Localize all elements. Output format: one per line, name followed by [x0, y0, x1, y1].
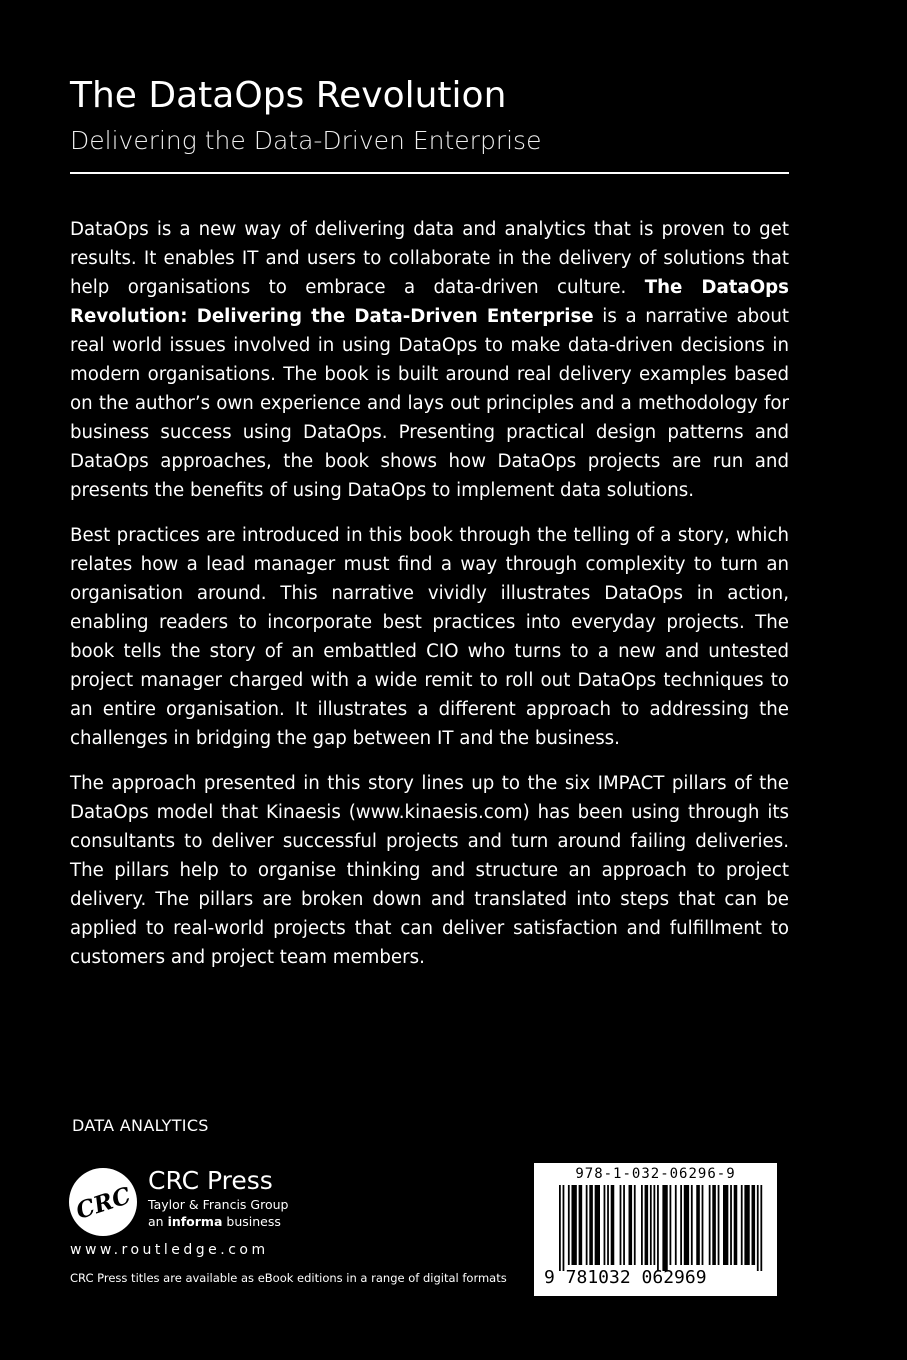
book-subtitle: Delivering the Data-Driven Enterprise [70, 126, 542, 155]
subject-category: DATA ANALYTICS [72, 1116, 209, 1135]
title-divider [70, 172, 789, 174]
informa-an: an [148, 1214, 168, 1229]
barcode-bars-icon [559, 1185, 764, 1271]
informa-business: business [222, 1214, 281, 1229]
publisher-website: www.routledge.com [70, 1242, 269, 1258]
publisher-name: CRC Press [148, 1166, 273, 1195]
blurb-paragraph-1 [70, 215, 789, 505]
isbn-barcode [534, 1163, 777, 1296]
blurb-p1-book-title: The DataOps Revolution: Delivering the Data-Driven Enterprise [70, 277, 789, 327]
blurb-p1-text-b: is a narrative about real world issues involved in using DataOps to make data-driven decisions in modern organisations. The book is built around real delivery examples based on the author’s own experience and lays out principles and a methodology for business success using DataOps. Presenting practical design patterns and DataOps approaches, the book shows how DataOps projects are run and presents the benefits of using DataOps to implement data solutions. [70, 306, 789, 501]
ebook-note: CRC Press titles are available as eBook editions in a range of digital formats [70, 1271, 507, 1285]
book-title: The DataOps Revolution [70, 75, 507, 116]
isbn-number: 978-1-032-06296-9 [575, 1166, 736, 1182]
publisher-block [148, 1166, 288, 1230]
blurb-p1-text-a: DataOps is a new way of delivering data and analytics that is proven to get results. It enables IT and users to collaborate in the delivery of solutions that help organisations to embrace a data-driven culture. [70, 219, 789, 298]
back-cover-blurb [70, 215, 789, 988]
blurb-paragraph-2: Best practices are introduced in this book through the telling of a story, which relates how a lead manager must find a way through complexity to turn an organisation around. This narrative vividly illustrates DataOps in action, enabling readers to incorporate best practices into everyday projects. The book tells the story of an embattled CIO who turns to a new and untested project manager charged with a wide remit to roll out DataOps techniques to an entire organisation. It illustrates a different approach to addressing the challenges in bridging the gap between IT and the business. [70, 525, 789, 749]
publisher-group: Taylor & Francis Group [148, 1197, 289, 1212]
crc-press-logo-icon [68, 1167, 138, 1237]
barcode-digits: 9 781032 062969 [544, 1267, 707, 1288]
blurb-paragraph-3: The approach presented in this story lines up to the six IMPACT pillars of the DataOps model that Kinaesis (www.kinaesis.com) has been using through its consultants to deliver successful projects and turn around failing deliveries. The pillars help to organise thinking and structure an approach to project delivery. The pillars are broken down and translated into steps that can be applied to real-world projects that can deliver satisfaction and fulfillment to customers and project team members. [70, 773, 789, 968]
crc-logo-text: CRC [72, 1181, 135, 1225]
informa-word: informa [167, 1214, 223, 1229]
publisher-informa-line [148, 1213, 288, 1230]
